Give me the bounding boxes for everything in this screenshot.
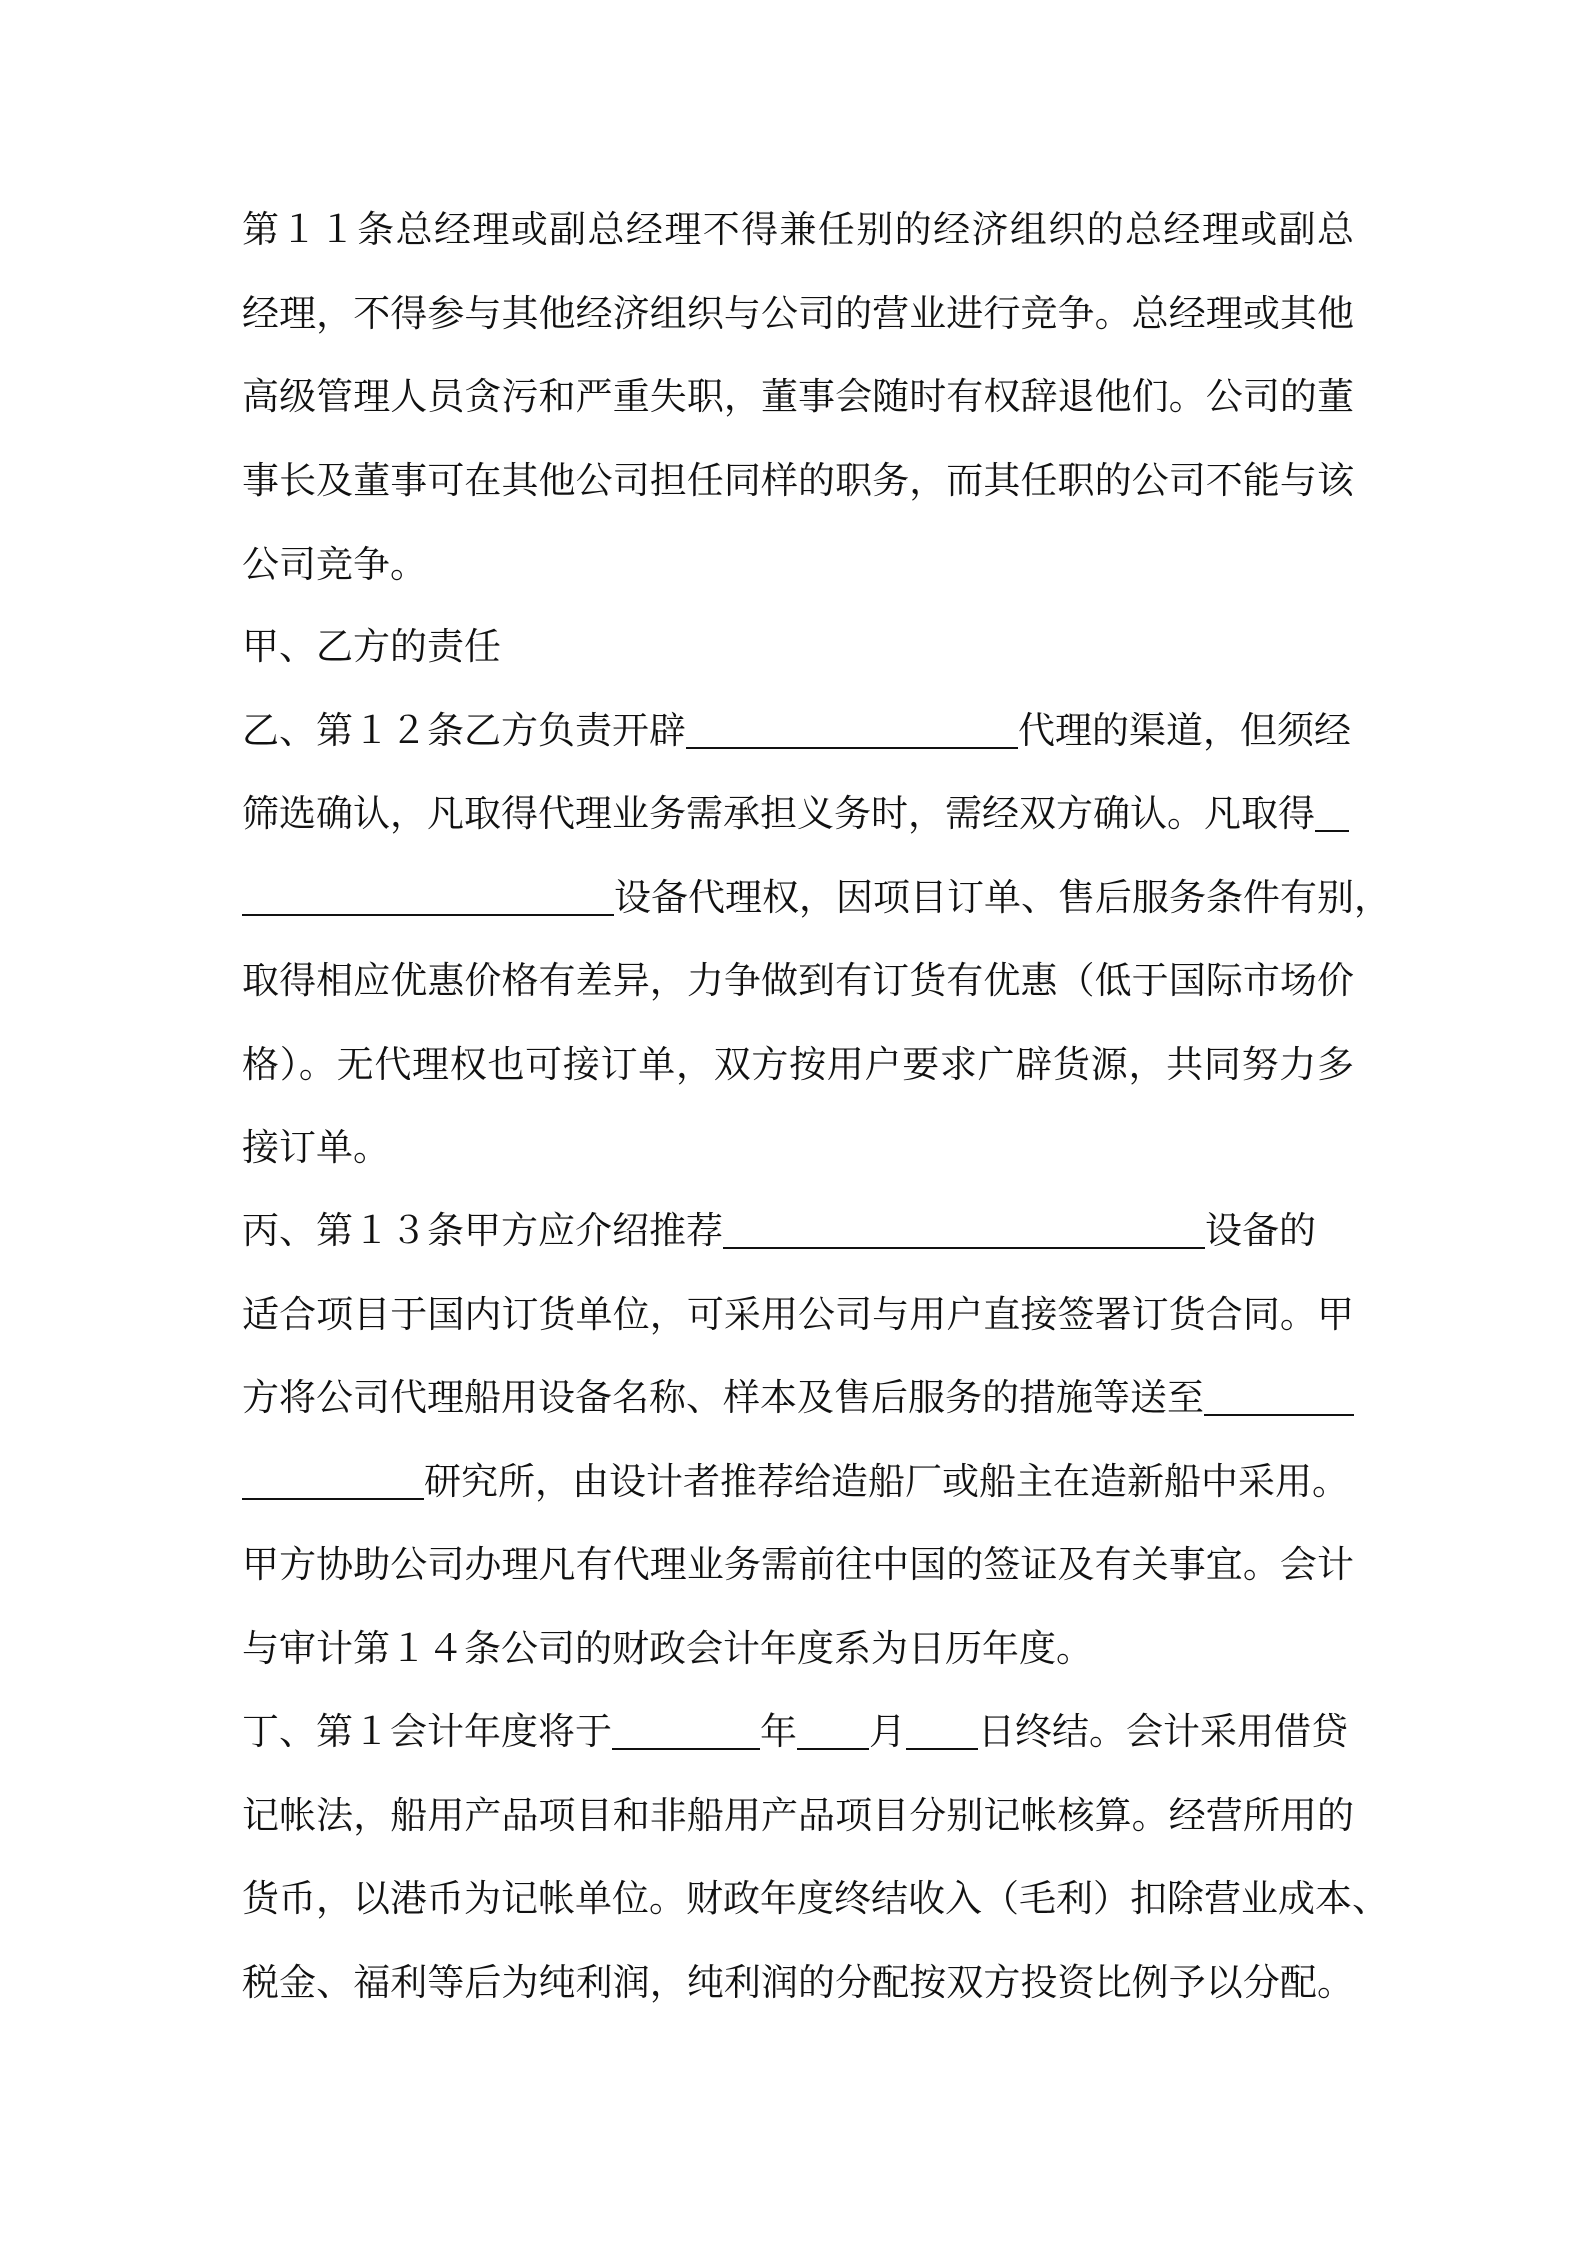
article-12-line-3 — [242, 868, 1391, 928]
article-11-line-5: 公司竞争。 — [242, 543, 427, 586]
article-12-text-c: 筛选确认，凡取得代理业务需承担义务时，需经双方确认。凡取得 — [242, 792, 1315, 835]
article-11-line-3: 高级管理人员贪污和严重失职，董事会随时有权辞退他们。公司的董 — [242, 375, 1354, 418]
article-11-line-1: 第１１条总经理或副总经理不得兼任别的经济组织的总经理或副总 — [242, 208, 1354, 251]
article-13-text-b: 设备的 — [1205, 1209, 1316, 1252]
blank-field — [686, 701, 1018, 749]
article-14-line-4: 货币，以港币为记帐单位。财政年度终结收入（毛利）扣除营业成本、 — [242, 1877, 1389, 1920]
blank-day — [906, 1702, 978, 1750]
article-12-text-d: 设备代理权，因项目订单、售后服务条件有别， — [614, 876, 1391, 919]
article-12-line-5: 格）。无代理权也可接订单，双方按用户要求广辟货源，共同努力多 — [242, 1043, 1354, 1086]
article-13-line-1 — [242, 1201, 1354, 1261]
article-14-text-a: 丁、第１会计年度将于 — [242, 1710, 612, 1753]
article-14-line-5: 税金、福利等后为纯利润，纯利润的分配按双方投资比例予以分配。 — [242, 1961, 1354, 2004]
article-13-line-3 — [242, 1368, 1354, 1428]
blank-year — [612, 1702, 760, 1750]
article-13-text-c: 方将公司代理船用设备名称、样本及售后服务的措施等送至 — [242, 1376, 1204, 1419]
article-11-line-4: 事长及董事可在其他公司担任同样的职务，而其任职的公司不能与该 — [242, 459, 1354, 502]
article-14-text-b: 日终结。会计采用借贷 — [978, 1710, 1348, 1753]
article-14-line-3: 记帐法，船用产品项目和非船用产品项目分别记帐核算。经营所用的 — [242, 1794, 1354, 1837]
article-12-line-2 — [242, 784, 1354, 844]
month-label: 月 — [869, 1710, 906, 1753]
blank-field — [242, 868, 614, 916]
article-14-line-2 — [242, 1702, 1354, 1762]
article-13-line-4 — [242, 1452, 1354, 1512]
blank-field — [723, 1201, 1205, 1249]
article-12-line-1 — [242, 701, 1354, 761]
article-12-line-6: 接订单。 — [242, 1126, 390, 1169]
article-13-text-a: 丙、第１３条甲方应介绍推荐 — [242, 1209, 723, 1252]
year-label: 年 — [760, 1710, 797, 1753]
blank-month — [797, 1702, 869, 1750]
article-12-text-a: 乙、第１２条乙方负责开辟 — [242, 709, 686, 752]
article-12-line-4: 取得相应优惠价格有差异，力争做到有订货有优惠（低于国际市场价 — [242, 959, 1354, 1002]
article-12-text-b: 代理的渠道，但须经 — [1018, 709, 1351, 752]
blank-field — [1315, 784, 1349, 832]
article-13-line-5: 甲方协助公司办理凡有代理业务需前往中国的签证及有关事宜。会计 — [242, 1543, 1354, 1586]
article-13-line-2: 适合项目于国内订货单位，可采用公司与用户直接签署订货合同。甲 — [242, 1293, 1354, 1336]
blank-field — [1204, 1368, 1354, 1416]
blank-field — [242, 1452, 424, 1500]
article-13-text-d: 研究所，由设计者推荐给造船厂或船主在造新船中采用。 — [424, 1460, 1349, 1503]
article-11-line-2: 经理，不得参与其他经济组织与公司的营业进行竞争。总经理或其他 — [242, 292, 1354, 335]
article-14-line-1: 与审计第１４条公司的财政会计年度系为日历年度。 — [242, 1627, 1093, 1670]
section-heading: 甲、乙方的责任 — [242, 625, 501, 668]
